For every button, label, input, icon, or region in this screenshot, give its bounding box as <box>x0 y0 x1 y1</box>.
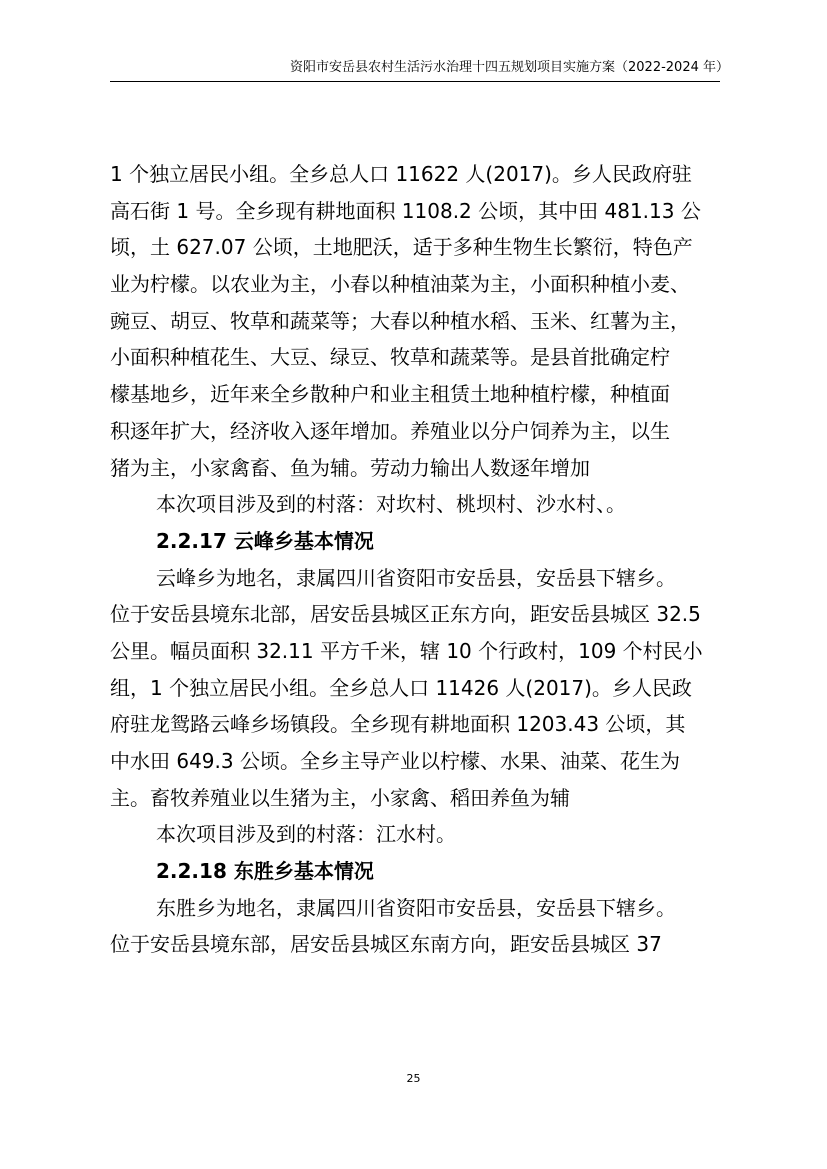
paragraph-line: 顷，土 627.07 公顷，土地肥沃，适于多种生物生长繁衍，特色产 <box>110 235 693 260</box>
paragraph-line: 位于安岳县境东北部，居安岳县城区正东方向，距安岳县城区 32.5 <box>110 602 701 627</box>
paragraph-line: 高石街 1 号。全乡现有耕地面积 1108.2 公顷，其中田 481.13 公 <box>110 198 701 223</box>
paragraph-line: 小面积种植花生、大豆、绿豆、牧草和蔬菜等。是县首批确定柠 <box>110 345 670 370</box>
project-villages-note: 本次项目涉及到的村落：江水村。 <box>156 822 456 847</box>
project-villages-note: 本次项目涉及到的村落：对坎村、桃坝村、沙水村、。 <box>156 492 626 517</box>
page-number: 25 <box>406 1072 421 1085</box>
paragraph-line: 猪为主，小家禽畜、鱼为辅。劳动力输出人数逐年增加 <box>110 455 590 480</box>
document-body <box>110 156 750 963</box>
page-header: 资阳市安岳县农村生活污水治理十四五规划项目实施方案（2022-2024 年） <box>290 60 729 75</box>
paragraph-line: 1 个独立居民小组。全乡总人口 11622 人(2017)。乡人民政府驻 <box>110 162 692 186</box>
paragraph-line: 位于安岳县境东部，居安岳县城区东南方向，距安岳县城区 37 <box>110 932 662 957</box>
paragraph-line: 云峰乡为地名，隶属四川省资阳市安岳县，安岳县下辖乡。 <box>156 565 676 590</box>
header-divider <box>110 81 720 82</box>
paragraph-line: 公里。幅员面积 32.11 平方千米，辖 10 个行政村，109 个村民小 <box>110 638 703 663</box>
paragraph-line: 檬基地乡，近年来全乡散种户和业主租赁土地种植柠檬，种植面 <box>110 382 670 407</box>
paragraph-line: 主。畜牧养殖业以生猪为主，小家禽、稻田养鱼为辅 <box>110 785 570 810</box>
section-heading-2-2-17: 2.2.17 云峰乡基本情况 <box>156 528 374 553</box>
paragraph-line: 豌豆、胡豆、牧草和蔬菜等；大春以种植水稻、玉米、红薯为主， <box>110 308 690 333</box>
paragraph-line: 积逐年扩大，经济收入逐年增加。养殖业以分户饲养为主，以生 <box>110 418 670 443</box>
section-heading-2-2-18: 2.2.18 东胜乡基本情况 <box>156 859 374 884</box>
paragraph-line: 组，1 个独立居民小组。全乡总人口 11426 人(2017)。乡人民政 <box>110 675 692 700</box>
paragraph-line: 业为柠檬。以农业为主，小春以种植油菜为主，小面积种植小麦、 <box>110 272 690 297</box>
paragraph-line: 东胜乡为地名，隶属四川省资阳市安岳县，安岳县下辖乡。 <box>156 895 676 920</box>
paragraph-line: 府驻龙鸳路云峰乡场镇段。全乡现有耕地面积 1203.43 公顷，其 <box>110 712 686 737</box>
paragraph-line: 中水田 649.3 公顷。全乡主导产业以柠檬、水果、油菜、花生为 <box>110 749 680 773</box>
